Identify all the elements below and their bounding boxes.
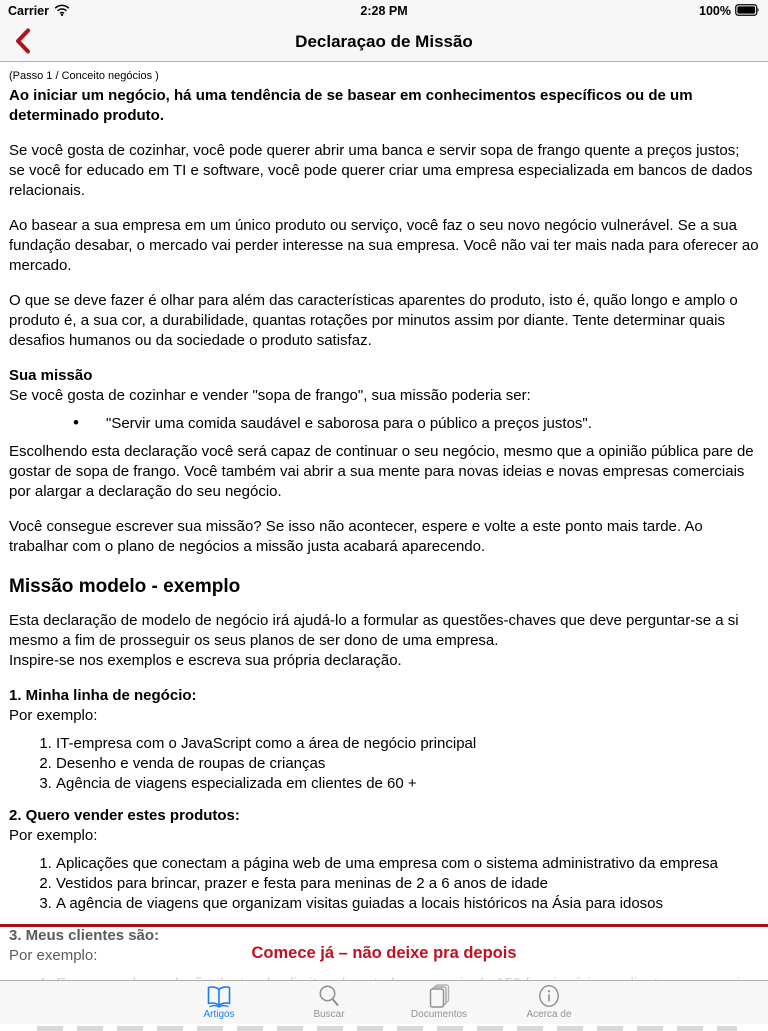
wifi-icon [54,4,70,19]
list-item: 2. Vestidos para brincar, prazer e festa para meninas de 2 a 6 anos de idade [56,874,759,894]
tab-buscar[interactable] [274,981,384,1024]
battery-icon [735,4,760,19]
paragraph: O que se deve fazer é olhar para além das características aparentes do produto, isto é, quão longo e amplo o produto é, a sua cor, a durabilidade, quantas rotações por minutos assim por diante. Tente determinar quais desafios humanos ou da sociedade o produto satisfaz. [9,292,738,349]
example-list-1 [9,734,759,794]
carrier-label: Carrier [8,4,49,18]
list-intro: Por exemplo: [9,827,98,844]
clipped-text-remnant [37,1026,737,1031]
paragraph: Esta declaração de modelo de negócio irá ajudá-lo a formular as questões-chaves que deve perguntar-se a si mesmo a fim de prosseguir os seus planos de ser dono de uma empresa. [9,612,739,649]
mission-bullet: • "Servir uma comida saudável e saborosa para o público a preços justos". [9,414,759,434]
tab-label-artigos: Artigos [203,1009,235,1020]
clock: 2:28 PM [360,4,408,18]
article-content [0,63,768,980]
paragraph: Se você gosta de cozinhar e vender "sopa de frango", sua missão poderia ser: [9,387,531,404]
list-item: 3. Agência de viagens especializada em clientes de 60 + [56,774,759,794]
list-heading-3: 3. Meus clientes são: [9,927,160,944]
paragraph: Você consegue escrever sua missão? Se isso não acontecer, espere e volte a este ponto mais tarde. Ao trabalhar com o plano de negócios a missão justa acabará aparecendo. [9,518,703,555]
list-item: 2. Desenho e venda de roupas de crianças [56,754,759,774]
book-icon [206,983,232,1009]
paragraph: Ao basear a sua empresa em um único produto ou serviço, você faz o seu novo negócio vulnerável. Se a sua fundação desabar, o mercado vai perder interesse na sua empresa. Você não vai ter mais nada para oferecer ao mercado. [9,217,759,274]
tab-bar [0,980,768,1024]
chevron-left-icon [15,28,31,59]
promo-banner-text: Comece já – não deixe pra depois [251,944,517,962]
paragraph: Escolhendo esta declaração você será capaz de continuar o seu negócio, mesmo que a opinião pública pare de gostar de sopa de frango. Você também vai abrir a sua mente para novas ideias e novas empresas comerciais por alargar a declaração do seu negócio. [9,443,754,500]
list-intro: Por exemplo: [9,947,98,964]
paragraph: Se você gosta de cozinhar, você pode querer abrir uma banca e servir sopa de frango quente a preços justos; se você for educado em TI e software, você pode querer criar uma empresa especializada em bancos de dados relacionais. [9,142,753,199]
promo-banner[interactable] [0,924,768,980]
battery-percent: 100% [699,4,731,18]
tab-label-buscar: Buscar [313,1009,345,1020]
breadcrumb: (Passo 1 / Conceito negócios ) [9,70,159,82]
tab-label-documentos: Documentos [410,1009,468,1020]
status-bar [0,0,768,22]
documents-icon [426,983,452,1009]
list-intro: Por exemplo: [9,707,98,724]
nav-bar [0,22,768,62]
tab-artigos[interactable] [164,981,274,1024]
search-icon [317,983,341,1009]
list-heading-1: 1. Minha linha de negócio: [9,687,197,704]
tab-acerca-de[interactable] [494,981,604,1024]
article-intro: Ao iniciar um negócio, há uma tendência de se basear em conhecimentos específicos ou de um determinado produto. [9,87,693,124]
page-title: Declaraçao de Missão [295,31,473,51]
tab-label-acerca-de: Acerca de [526,1009,572,1020]
info-icon [537,983,561,1009]
back-button[interactable] [6,26,40,60]
section-heading-model: Missão modelo - exemplo [9,576,241,597]
list-item: 1. IT-empresa com o JavaScript como a área de negócio principal [56,734,759,754]
list-item: 1. Aplicações que conectam a página web de uma empresa com o sistema administrativo da empresa [56,854,759,874]
section-heading-mission: Sua missão [9,367,93,384]
tab-documentos[interactable] [384,981,494,1024]
list-heading-2: 2. Quero vender estes produtos: [9,807,240,824]
example-list-2 [9,854,759,914]
paragraph: Inspire-se nos exemplos e escreva sua própria declaração. [9,652,402,669]
list-item: 3. A agência de viagens que organizam visitas guiadas a locais históricos na Ásia para idosos [56,894,759,914]
